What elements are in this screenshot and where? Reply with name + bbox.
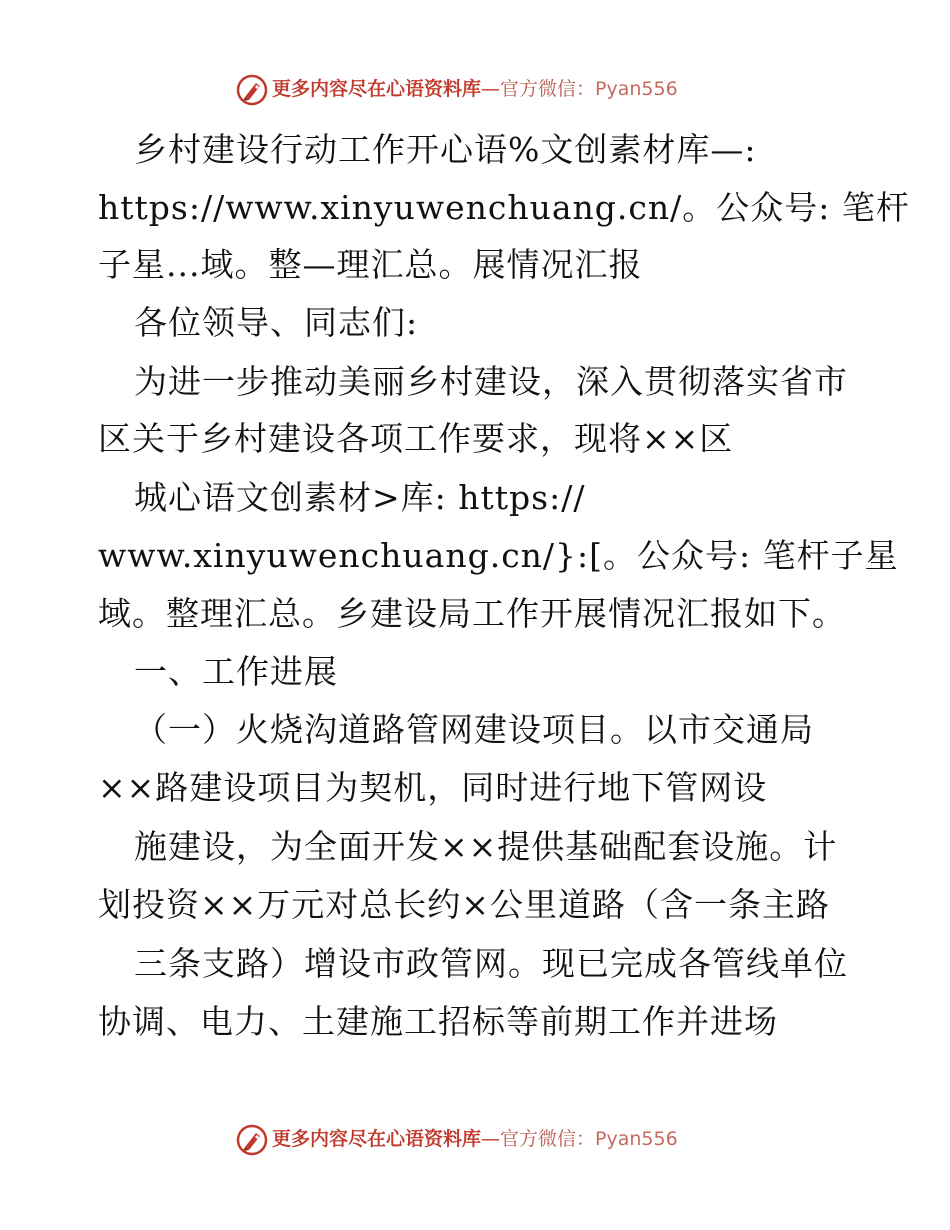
header-watermark <box>0 70 950 110</box>
text-line: www.xinyuwenchuang.cn/}:[。公众号: 笔杆子星 <box>98 536 899 575</box>
watermark-wechat-label: 官方微信 <box>500 78 577 100</box>
watermark-site-name: 更多内容尽在心语资料库 <box>272 78 482 100</box>
watermark-text <box>272 1127 678 1151</box>
text-line: （一）火烧沟道路管网建设项目。以市交通局 <box>134 710 814 749</box>
text-line: 三条支路）增设市政管网。现已完成各管线单位 <box>134 944 848 983</box>
watermark-wechat-label: 官方微信 <box>500 1128 577 1150</box>
watermark-wechat-id: Pyan556 <box>595 1128 678 1150</box>
watermark-dash: — <box>481 1128 501 1150</box>
text-line: 划投资××万元对总长约×公里道路（含一条主路 <box>98 885 830 924</box>
text-line: 施建设，为全面开发××提供基础配套设施。计 <box>134 827 838 866</box>
text-line: 子星...域。整—理汇总。展情况汇报 <box>98 245 643 284</box>
text-line: ××路建设项目为契机，同时进行地下管网设 <box>98 768 768 807</box>
text-line: 乡村建设行动工作开心语%文创素材库—: <box>134 130 757 169</box>
watermark-separator: ： <box>576 78 596 100</box>
salutation: 各位领导、同志们: <box>134 303 419 342</box>
text-line: 城心语文创素材>库: https:// <box>134 478 586 517</box>
footer-watermark <box>0 1120 950 1160</box>
pen-nib-logo-icon <box>236 1124 268 1156</box>
watermark-site-name: 更多内容尽在心语资料库 <box>272 1128 482 1150</box>
text-line: 协调、电力、土建施工招标等前期工作并进场 <box>98 1002 778 1041</box>
text-line: 域。整理汇总。乡建设局工作开展情况汇报如下。 <box>98 594 846 633</box>
watermark-text <box>272 77 678 101</box>
pen-nib-logo-icon <box>236 74 268 106</box>
watermark-wechat-id: Pyan556 <box>595 78 678 100</box>
text-line: https://www.xinyuwenchuang.cn/。公众号: 笔杆 <box>98 188 910 227</box>
section-heading: 一、工作进展 <box>134 652 338 691</box>
text-line: 区关于乡村建设各项工作要求，现将××区 <box>98 419 734 458</box>
watermark-dash: — <box>481 78 501 100</box>
text-line: 为进一步推动美丽乡村建设，深入贯彻落实省市 <box>134 362 848 401</box>
watermark-separator: ： <box>576 1128 596 1150</box>
